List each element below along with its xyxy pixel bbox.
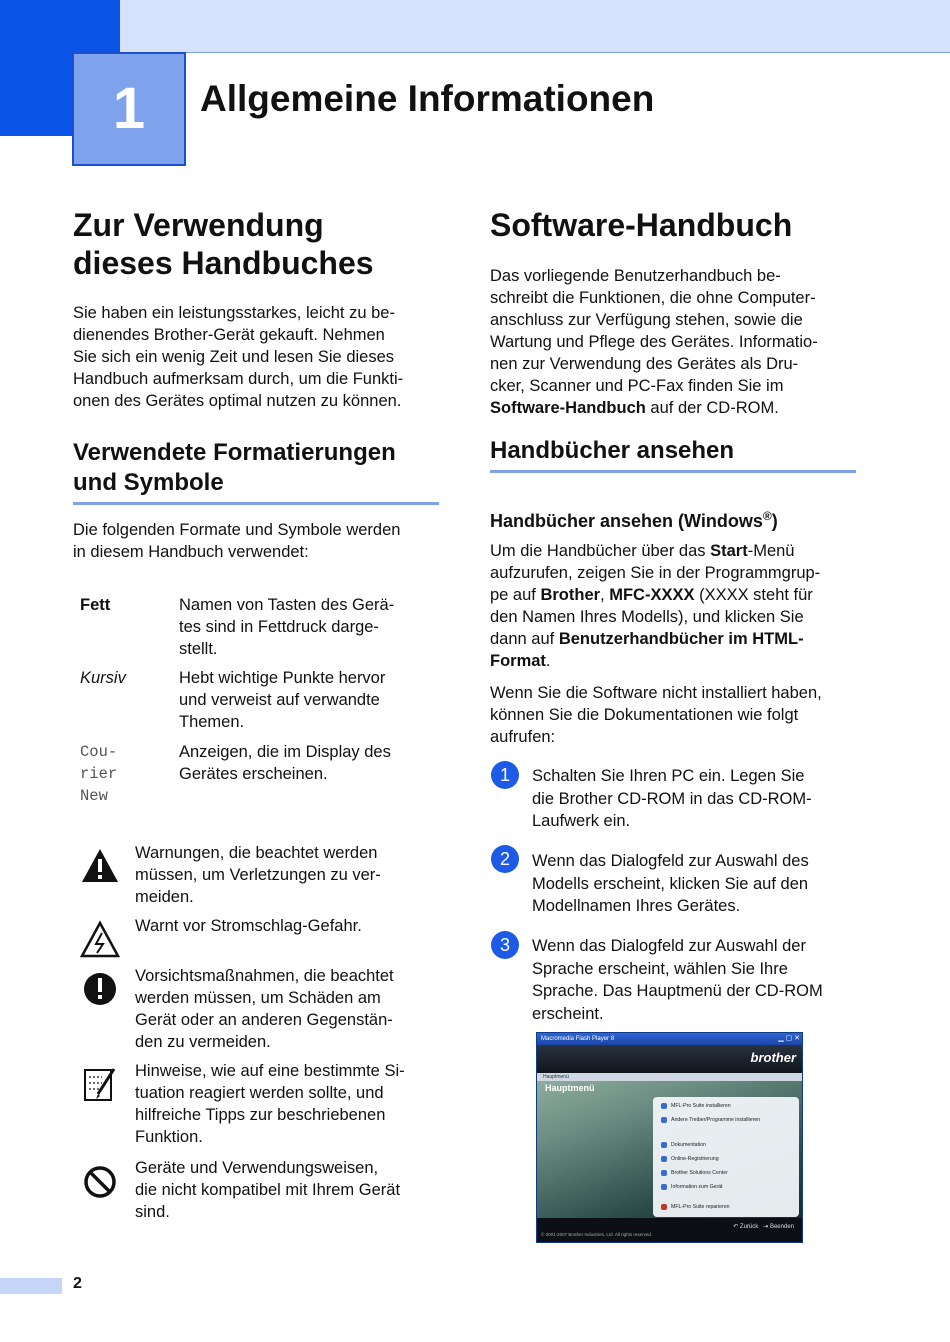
text-line	[490, 628, 860, 650]
info-icon	[661, 1184, 667, 1190]
bold-text: Benutzerhandbücher im HTML-	[558, 630, 804, 648]
subsubsection-heading-windows	[490, 504, 778, 533]
format-desc-italic	[179, 667, 434, 733]
text-run: -Menü	[747, 542, 795, 560]
header-band	[0, 0, 950, 52]
heading-line: Zur Verwendung	[73, 207, 324, 243]
text-run: pe auf	[490, 586, 541, 604]
menu-item	[661, 1154, 797, 1165]
electric-shock-icon	[80, 920, 120, 960]
subsection-heading-manuals: Handbücher ansehen	[490, 437, 735, 464]
text-line: New	[80, 787, 108, 805]
text-line: können Sie die Dokumentationen wie folgt	[490, 706, 799, 724]
menu-item	[661, 1140, 797, 1151]
heading-underline	[73, 502, 439, 505]
text-line: müssen, um Verletzungen zu ver-	[135, 866, 381, 884]
software-intro	[490, 265, 860, 419]
text-line: erscheint.	[532, 1004, 604, 1023]
symbol-text-warning	[135, 842, 435, 908]
install-icon	[661, 1117, 667, 1123]
chapter-number: 1	[72, 52, 186, 166]
chapter-title: Allgemeine Informationen	[200, 78, 655, 119]
text-line: die nicht kompatibel mit Ihrem Gerät	[135, 1181, 401, 1199]
prohibited-icon	[80, 1162, 120, 1202]
page-number: 2	[73, 1275, 82, 1292]
text-run: dann auf	[490, 630, 559, 648]
text-run: )	[771, 511, 778, 531]
bold-text: Format	[490, 652, 546, 670]
section-heading-software: Software-Handbuch	[490, 207, 793, 243]
text-run: Handbücher ansehen (Windows	[490, 511, 763, 531]
text-line: Sprache. Das Hauptmenü der CD-ROM	[532, 982, 823, 1000]
menu-item-label: MFL-Pro Suite reparieren	[671, 1204, 730, 1210]
menu-item-label: Online-Registrierung	[671, 1156, 719, 1162]
text-line: Gerät oder an anderen Gegenstän-	[135, 1011, 393, 1029]
text-line: Geräte und Verwendungsweisen,	[135, 1159, 379, 1177]
text-line: schreibt die Funktionen, die ohne Computer-	[490, 289, 816, 307]
text-line: Sie sich ein wenig Zeit und lesen Sie dieses	[73, 348, 395, 366]
bold-text: MFC-XXXX	[609, 586, 695, 604]
text-line: Schalten Sie Ihren PC ein. Legen Sie	[532, 767, 805, 785]
exit-label: Beenden	[769, 1224, 794, 1230]
step-number-3: 3	[491, 931, 519, 959]
screenshot-nav: ↶ Zurück ⇥ Beenden	[733, 1224, 794, 1230]
warning-icon	[80, 846, 120, 886]
formats-lead	[73, 519, 443, 563]
text-line: Themen.	[179, 713, 245, 731]
text-line: den Namen Ihres Modells), und klicken Sie	[490, 608, 804, 626]
usage-intro	[73, 302, 443, 412]
text-line: werden müssen, um Schäden am	[135, 989, 381, 1007]
text-line: aufrufen:	[490, 728, 556, 746]
text-line	[490, 584, 860, 606]
back-label: Zurück	[739, 1224, 759, 1230]
text-line: Modellnamen Ihres Gerätes.	[532, 897, 741, 915]
text-line: Wenn Sie die Software nicht installiert haben,	[490, 684, 822, 702]
text-line: und verweist auf verwandte	[179, 691, 380, 709]
repair-icon	[661, 1204, 667, 1210]
text-line: Sie haben ein leistungsstarkes, leicht zu be-	[73, 304, 395, 322]
menu-item	[661, 1101, 797, 1112]
text-line: Gerätes erscheinen.	[179, 765, 328, 783]
text-run: .	[545, 652, 551, 670]
not-installed-note	[490, 682, 860, 748]
screenshot-menu-panel	[653, 1097, 799, 1217]
text-run: (XXXX steht für	[694, 586, 813, 604]
menu-item-label: Dokumentation	[671, 1142, 706, 1148]
cdrom-menu-screenshot	[536, 1032, 803, 1243]
heading-line: und Symbole	[73, 469, 224, 496]
text-run: ,	[600, 586, 610, 604]
text-line: Warnungen, die beachtet werden	[135, 844, 378, 862]
screenshot-footer	[537, 1218, 802, 1242]
text-line: cker, Scanner und PC-Fax finden Sie im	[490, 377, 784, 395]
format-term-bold: Fett	[80, 596, 111, 614]
globe-icon	[661, 1170, 667, 1176]
text-line: Wenn das Dialogfeld zur Auswahl der	[532, 937, 806, 955]
registered-mark: ®	[762, 509, 772, 523]
text-line: Hebt wichtige Punkte hervor	[179, 669, 386, 687]
text-line: Cou-	[80, 743, 118, 761]
text-line: Warnt vor Stromschlag-Gefahr.	[135, 917, 362, 935]
text-line: Laufwerk ein.	[532, 812, 631, 830]
heading-line: dieses Handbuches	[73, 245, 374, 281]
document-icon	[661, 1142, 667, 1148]
text-line: tuation reagiert werden sollte, und	[135, 1084, 384, 1102]
text-line: rier	[80, 765, 118, 783]
text-line: stellt.	[179, 640, 218, 658]
step-text-2	[532, 850, 856, 918]
bold-text: Start	[710, 542, 748, 560]
pen-icon	[661, 1156, 667, 1162]
text-line: Vorsichtsmaßnahmen, die beachtet	[135, 967, 394, 985]
screenshot-titlebar: Macromedia Flash Player 8	[537, 1033, 802, 1045]
screenshot-menubar: Hauptmenü	[537, 1073, 802, 1081]
menu-item	[661, 1168, 797, 1179]
text-line: den zu vermeiden.	[135, 1033, 271, 1051]
heading-underline	[490, 470, 856, 473]
text-run: auf der CD-ROM.	[645, 399, 779, 417]
text-line: Sprache erscheint, wählen Sie Ihre	[532, 959, 788, 978]
text-line: Wenn das Dialogfeld zur Auswahl des	[532, 852, 809, 870]
footer-bar	[0, 1278, 62, 1294]
text-line: Handbuch aufmerksam durch, um die Funkti-	[73, 370, 404, 388]
text-line	[490, 397, 860, 419]
caution-icon	[80, 969, 120, 1009]
screenshot-heading: Hauptmenü	[545, 1083, 595, 1093]
text-line: anschluss zur Verfügung stehen, sowie die	[490, 311, 803, 329]
text-line: aufzurufen, zeigen Sie in der Programmgrup-	[490, 564, 821, 582]
bold-text: Software-Handbuch	[490, 399, 646, 417]
header-divider	[120, 52, 950, 53]
text-line: in diesem Handbuch verwendet:	[73, 543, 309, 561]
symbol-text-note	[135, 1060, 435, 1148]
menu-item-label: Brother Solutions Center	[671, 1170, 728, 1176]
text-line: hilfreiche Tipps zur beschriebenen	[135, 1106, 386, 1124]
menu-item	[661, 1182, 797, 1193]
menu-item-label: Andere Treiber/Programme installieren	[671, 1117, 761, 1123]
install-icon	[661, 1103, 667, 1109]
text-line: Wartung und Pflege des Gerätes. Informatio-	[490, 333, 818, 351]
text-line: dienendes Brother-Gerät gekauft. Nehmen	[73, 326, 385, 344]
text-line: meiden.	[135, 888, 194, 906]
step-text-3	[532, 935, 856, 1025]
heading-line: Verwendete Formatierungen	[73, 439, 396, 466]
text-line: Das vorliegende Benutzerhandbuch be-	[490, 267, 781, 285]
text-line: die Brother CD-ROM in das CD-ROM-	[532, 789, 812, 808]
format-desc-courier	[179, 741, 434, 785]
text-line	[490, 650, 860, 672]
text-line: Modells erscheint, klicken Sie auf den	[532, 874, 809, 893]
text-line	[490, 540, 860, 562]
menu-item-label: MFL-Pro Suite installieren	[671, 1103, 731, 1109]
step-number-2: 2	[491, 845, 519, 873]
text-line: Anzeigen, die im Display des	[179, 743, 391, 761]
menu-item-label: Information zum Gerät	[671, 1184, 723, 1190]
text-line: Die folgenden Formate und Symbole werden	[73, 521, 401, 539]
section-heading-usage	[73, 206, 374, 282]
text-line: Hinweise, wie auf eine bestimmte Si-	[135, 1062, 405, 1080]
text-run: Um die Handbücher über das	[490, 542, 711, 560]
menu-item	[661, 1202, 797, 1213]
text-line: Namen von Tasten des Gerä-	[179, 596, 395, 614]
format-term-courier	[80, 741, 117, 807]
text-line: tes sind in Fettdruck darge-	[179, 618, 379, 636]
text-line: sind.	[135, 1203, 170, 1221]
copyright-text: © 2001-2007 Brother Industries, Ltd. All rights reserved.	[541, 1232, 653, 1237]
symbol-text-caution	[135, 965, 435, 1053]
note-icon	[80, 1064, 120, 1104]
brand-logo: brother	[750, 1050, 796, 1065]
text-line: Funktion.	[135, 1128, 203, 1146]
symbol-text-electric	[135, 915, 435, 937]
step-text-1	[532, 765, 856, 833]
windows-instructions	[490, 540, 860, 672]
text-line: nen zur Verwendung des Gerätes als Dru-	[490, 355, 799, 373]
window-controls-icon: ▁ ▢ ✕	[778, 1035, 800, 1042]
format-desc-bold	[179, 594, 434, 660]
bold-text: Brother	[540, 586, 601, 604]
subsection-heading-formats	[73, 438, 396, 498]
menu-item	[661, 1115, 797, 1126]
text-line: onen des Gerätes optimal nutzen zu können.	[73, 392, 402, 410]
step-number-1: 1	[491, 761, 519, 789]
format-term-italic: Kursiv	[80, 669, 126, 687]
symbol-text-prohibited	[135, 1157, 435, 1223]
